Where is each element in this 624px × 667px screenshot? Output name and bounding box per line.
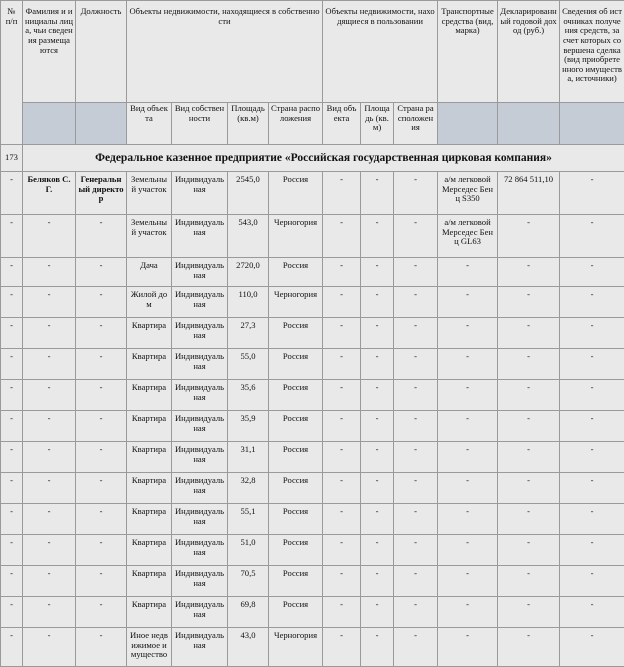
row-name: -	[23, 504, 76, 535]
row-country: Россия	[269, 504, 323, 535]
row-num: -	[1, 442, 23, 473]
row-use-country: -	[394, 258, 438, 287]
row-sources: -	[560, 380, 624, 411]
row-use-area: -	[361, 287, 394, 318]
row-use-area: -	[361, 504, 394, 535]
header-position: Должность	[76, 1, 127, 103]
row-name: -	[23, 258, 76, 287]
row-position: -	[76, 535, 127, 566]
row-income: -	[498, 628, 560, 667]
row-area: 55,1	[228, 504, 269, 535]
row-use-area: -	[361, 473, 394, 504]
row-transport: а/м легковой Мерседес Бенц S350	[438, 172, 498, 215]
row-object-type: Земельный участок	[127, 172, 172, 215]
row-use-type: -	[323, 349, 361, 380]
row-use-area: -	[361, 258, 394, 287]
row-num: -	[1, 349, 23, 380]
row-country: Россия	[269, 349, 323, 380]
row-use-type: -	[323, 442, 361, 473]
organization-num: 173	[1, 145, 23, 172]
row-name: -	[23, 597, 76, 628]
subheader-use-area: Площадь (кв.м)	[361, 103, 394, 145]
row-position: -	[76, 504, 127, 535]
row-income: -	[498, 215, 560, 258]
row-object-type: Квартира	[127, 566, 172, 597]
row-area: 31,1	[228, 442, 269, 473]
row-name: -	[23, 566, 76, 597]
row-income: -	[498, 442, 560, 473]
row-use-type: -	[323, 473, 361, 504]
row-area: 43,0	[228, 628, 269, 667]
row-num: -	[1, 628, 23, 667]
row-use-country: -	[394, 597, 438, 628]
row-income: -	[498, 349, 560, 380]
row-position: -	[76, 566, 127, 597]
row-use-area: -	[361, 215, 394, 258]
row-use-country: -	[394, 473, 438, 504]
declaration-rows	[1, 172, 624, 667]
row-transport: -	[438, 411, 498, 442]
subheader-row	[1, 103, 624, 145]
header-name: Фамилия и инициалы лица, чьи сведения размещаются	[23, 1, 76, 103]
row-transport: -	[438, 566, 498, 597]
row-object-type: Квартира	[127, 442, 172, 473]
row-use-area: -	[361, 380, 394, 411]
row-transport: а/м легковой Мерседес Бенц GL63	[438, 215, 498, 258]
row-use-type: -	[323, 566, 361, 597]
subheader-area: Площадь (кв.м)	[228, 103, 269, 145]
row-transport: -	[438, 287, 498, 318]
row-use-country: -	[394, 287, 438, 318]
row-num: -	[1, 172, 23, 215]
row-num: -	[1, 258, 23, 287]
header-owned: Объекты недвижимости, находящиеся в собственности	[127, 1, 323, 103]
row-use-area: -	[361, 318, 394, 349]
row-num: -	[1, 215, 23, 258]
row-sources: -	[560, 504, 624, 535]
row-ownership-type: Индивидуальная	[172, 597, 228, 628]
row-name: -	[23, 535, 76, 566]
table-row	[1, 442, 624, 473]
row-object-type: Квартира	[127, 535, 172, 566]
row-use-country: -	[394, 628, 438, 667]
header-row	[1, 1, 624, 103]
row-object-type: Жилой дом	[127, 287, 172, 318]
row-area: 110,0	[228, 287, 269, 318]
organization-row	[1, 145, 624, 172]
row-country: Россия	[269, 258, 323, 287]
row-object-type: Дача	[127, 258, 172, 287]
table-row	[1, 535, 624, 566]
row-use-area: -	[361, 566, 394, 597]
subheader-use-country: Страна расположения	[394, 103, 438, 145]
row-area: 70,5	[228, 566, 269, 597]
row-use-type: -	[323, 172, 361, 215]
table-row	[1, 349, 624, 380]
row-area: 55,0	[228, 349, 269, 380]
table-row	[1, 566, 624, 597]
row-use-area: -	[361, 172, 394, 215]
row-use-country: -	[394, 215, 438, 258]
row-ownership-type: Индивидуальная	[172, 318, 228, 349]
row-position: -	[76, 473, 127, 504]
row-position: -	[76, 442, 127, 473]
row-income: -	[498, 318, 560, 349]
row-transport: -	[438, 442, 498, 473]
row-country: Россия	[269, 535, 323, 566]
row-use-area: -	[361, 597, 394, 628]
row-use-area: -	[361, 411, 394, 442]
row-position: -	[76, 411, 127, 442]
table-row	[1, 597, 624, 628]
row-sources: -	[560, 628, 624, 667]
row-ownership-type: Индивидуальная	[172, 473, 228, 504]
row-area: 35,6	[228, 380, 269, 411]
row-country: Черногория	[269, 287, 323, 318]
row-use-type: -	[323, 597, 361, 628]
row-ownership-type: Индивидуальная	[172, 258, 228, 287]
row-ownership-type: Индивидуальная	[172, 287, 228, 318]
subheader-blank-position	[76, 103, 127, 145]
row-area: 32,8	[228, 473, 269, 504]
row-income: -	[498, 411, 560, 442]
row-transport: -	[438, 258, 498, 287]
row-num: -	[1, 535, 23, 566]
row-use-type: -	[323, 380, 361, 411]
row-country: Россия	[269, 380, 323, 411]
row-income: -	[498, 380, 560, 411]
header-num: № п/п	[1, 1, 23, 145]
subheader-blank-income	[498, 103, 560, 145]
row-transport: -	[438, 349, 498, 380]
header-income: Декларированный годовой доход (руб.)	[498, 1, 560, 103]
table-row	[1, 318, 624, 349]
row-transport: -	[438, 597, 498, 628]
subheader-use-type: Вид объекта	[323, 103, 361, 145]
row-country: Россия	[269, 597, 323, 628]
row-sources: -	[560, 318, 624, 349]
row-country: Россия	[269, 566, 323, 597]
row-name: -	[23, 411, 76, 442]
row-position: -	[76, 597, 127, 628]
row-ownership-type: Индивидуальная	[172, 380, 228, 411]
row-income: -	[498, 597, 560, 628]
row-num: -	[1, 318, 23, 349]
row-name: -	[23, 628, 76, 667]
row-object-type: Иное недвижимое имущество	[127, 628, 172, 667]
row-sources: -	[560, 442, 624, 473]
row-object-type: Квартира	[127, 380, 172, 411]
row-use-type: -	[323, 215, 361, 258]
row-num: -	[1, 473, 23, 504]
subheader-country: Страна расположения	[269, 103, 323, 145]
row-use-country: -	[394, 380, 438, 411]
row-position: -	[76, 380, 127, 411]
subheader-blank-sources	[560, 103, 624, 145]
table-row	[1, 287, 624, 318]
row-use-type: -	[323, 258, 361, 287]
row-ownership-type: Индивидуальная	[172, 172, 228, 215]
row-transport: -	[438, 535, 498, 566]
row-use-area: -	[361, 535, 394, 566]
table-row	[1, 380, 624, 411]
row-object-type: Квартира	[127, 504, 172, 535]
row-sources: -	[560, 566, 624, 597]
row-object-type: Квартира	[127, 349, 172, 380]
row-position: -	[76, 215, 127, 258]
row-area: 35,9	[228, 411, 269, 442]
row-use-country: -	[394, 172, 438, 215]
header-transport: Транспортные средства (вид, марка)	[438, 1, 498, 103]
row-income: 72 864 511,10	[498, 172, 560, 215]
organization-title: Федеральное казенное предприятие «Российская государственная цирковая компания»	[23, 145, 624, 172]
row-sources: -	[560, 215, 624, 258]
row-area: 69,8	[228, 597, 269, 628]
row-position: -	[76, 318, 127, 349]
row-name: -	[23, 380, 76, 411]
row-transport: -	[438, 473, 498, 504]
row-num: -	[1, 411, 23, 442]
row-area: 2545,0	[228, 172, 269, 215]
header-used: Объекты недвижимости, находящиеся в пользовании	[323, 1, 438, 103]
row-use-type: -	[323, 318, 361, 349]
subheader-blank-name	[23, 103, 76, 145]
row-object-type: Квартира	[127, 318, 172, 349]
table-row	[1, 504, 624, 535]
row-use-type: -	[323, 628, 361, 667]
row-num: -	[1, 597, 23, 628]
row-sources: -	[560, 287, 624, 318]
row-area: 51,0	[228, 535, 269, 566]
row-name: -	[23, 473, 76, 504]
row-sources: -	[560, 411, 624, 442]
row-country: Россия	[269, 172, 323, 215]
row-num: -	[1, 287, 23, 318]
row-country: Россия	[269, 318, 323, 349]
row-income: -	[498, 566, 560, 597]
row-area: 543,0	[228, 215, 269, 258]
row-country: Черногория	[269, 628, 323, 667]
row-country: Черногория	[269, 215, 323, 258]
row-use-area: -	[361, 442, 394, 473]
row-use-country: -	[394, 411, 438, 442]
row-position: -	[76, 349, 127, 380]
row-use-country: -	[394, 504, 438, 535]
row-ownership-type: Индивидуальная	[172, 535, 228, 566]
row-use-country: -	[394, 318, 438, 349]
row-name: -	[23, 318, 76, 349]
row-ownership-type: Индивидуальная	[172, 566, 228, 597]
row-country: Россия	[269, 442, 323, 473]
row-transport: -	[438, 380, 498, 411]
row-position: -	[76, 258, 127, 287]
row-income: -	[498, 535, 560, 566]
row-sources: -	[560, 172, 624, 215]
subheader-own-type: Вид собственности	[172, 103, 228, 145]
row-use-country: -	[394, 535, 438, 566]
row-num: -	[1, 504, 23, 535]
row-name: -	[23, 349, 76, 380]
row-sources: -	[560, 535, 624, 566]
row-ownership-type: Индивидуальная	[172, 411, 228, 442]
row-ownership-type: Индивидуальная	[172, 215, 228, 258]
row-object-type: Квартира	[127, 411, 172, 442]
row-sources: -	[560, 349, 624, 380]
row-ownership-type: Индивидуальная	[172, 504, 228, 535]
row-income: -	[498, 258, 560, 287]
row-name: -	[23, 215, 76, 258]
subheader-blank-transport	[438, 103, 498, 145]
row-use-area: -	[361, 628, 394, 667]
row-sources: -	[560, 597, 624, 628]
row-object-type: Квартира	[127, 473, 172, 504]
row-use-country: -	[394, 442, 438, 473]
row-name: Беляков С.Г.	[23, 172, 76, 215]
row-ownership-type: Индивидуальная	[172, 628, 228, 667]
row-name: -	[23, 287, 76, 318]
row-position: Генеральный директор	[76, 172, 127, 215]
row-use-country: -	[394, 566, 438, 597]
row-country: Россия	[269, 411, 323, 442]
table-row	[1, 215, 624, 258]
table-row	[1, 473, 624, 504]
row-use-type: -	[323, 411, 361, 442]
header-sources: Сведения об источниках получения средств, за счет которых совершена сделка (вид приобретенного имущества, источники)	[560, 1, 624, 103]
row-name: -	[23, 442, 76, 473]
row-transport: -	[438, 628, 498, 667]
subheader-obj-type: Вид объекта	[127, 103, 172, 145]
row-transport: -	[438, 318, 498, 349]
row-country: Россия	[269, 473, 323, 504]
row-use-type: -	[323, 535, 361, 566]
row-sources: -	[560, 473, 624, 504]
row-use-type: -	[323, 504, 361, 535]
row-area: 27,3	[228, 318, 269, 349]
row-income: -	[498, 287, 560, 318]
row-transport: -	[438, 504, 498, 535]
row-ownership-type: Индивидуальная	[172, 349, 228, 380]
row-num: -	[1, 566, 23, 597]
row-area: 2720,0	[228, 258, 269, 287]
table-row	[1, 172, 624, 215]
table-row	[1, 411, 624, 442]
row-object-type: Квартира	[127, 597, 172, 628]
row-ownership-type: Индивидуальная	[172, 442, 228, 473]
row-num: -	[1, 380, 23, 411]
row-position: -	[76, 628, 127, 667]
row-use-area: -	[361, 349, 394, 380]
row-income: -	[498, 504, 560, 535]
row-position: -	[76, 287, 127, 318]
row-use-country: -	[394, 349, 438, 380]
table-row	[1, 258, 624, 287]
row-use-type: -	[323, 287, 361, 318]
row-object-type: Земельный участок	[127, 215, 172, 258]
row-income: -	[498, 473, 560, 504]
table-row	[1, 628, 624, 667]
row-sources: -	[560, 258, 624, 287]
